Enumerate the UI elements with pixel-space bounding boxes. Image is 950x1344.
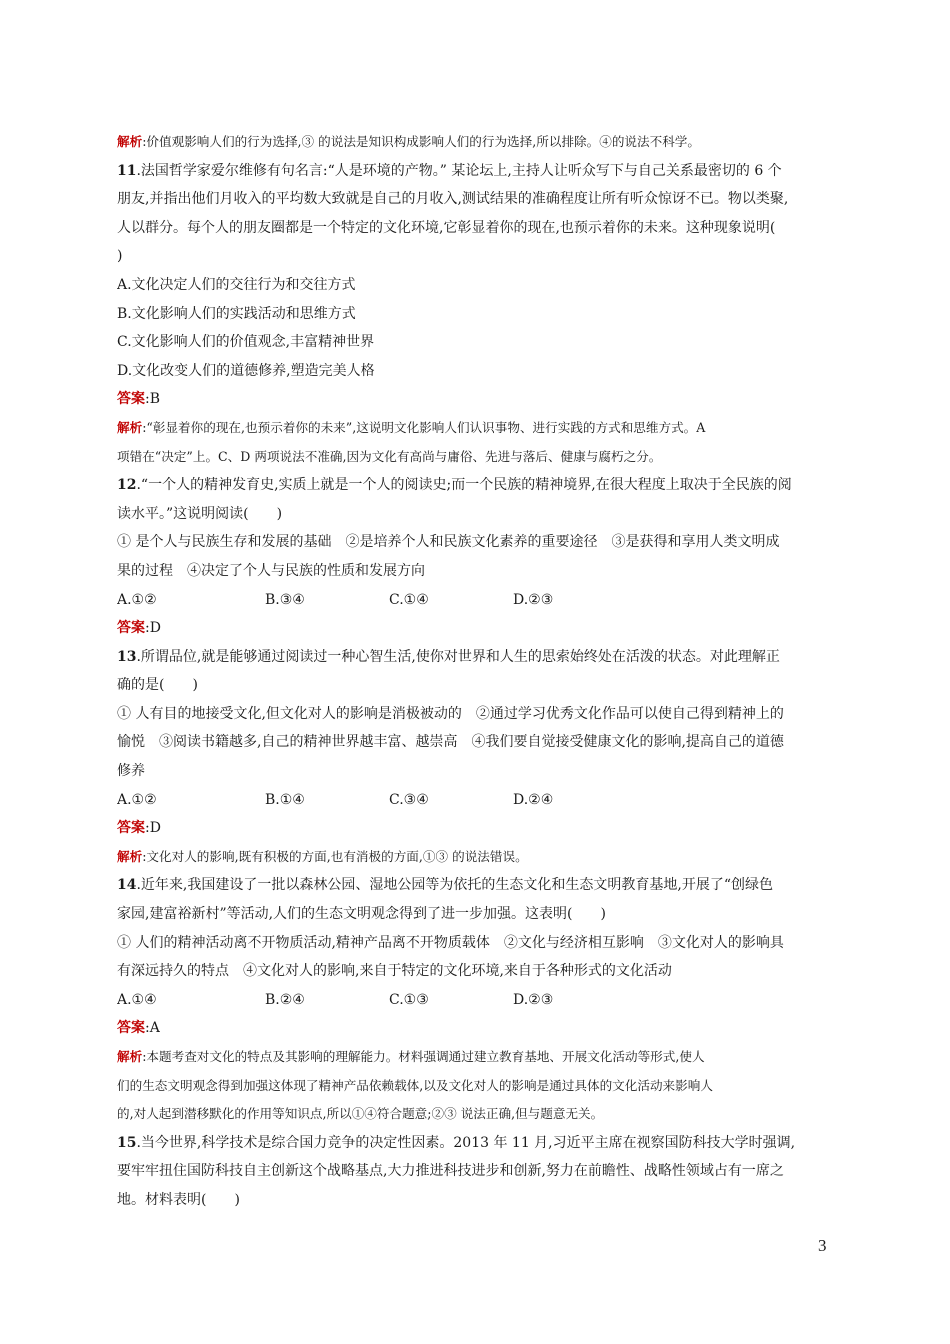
q13-option-a: A.①②	[117, 791, 157, 808]
q12-option-c: C.①④	[389, 591, 429, 608]
page-number: 3	[818, 1236, 827, 1255]
q12-options	[117, 586, 833, 615]
q12-stem-line-3: ① 是个人与民族生存和发展的基础 ②是培养个人和民族文化素养的重要途径 ③是获得和享用人类文明成	[117, 534, 780, 551]
q12-stem-line-4: 果的过程 ④决定了个人与民族的性质和发展方向	[117, 562, 425, 579]
q13-stem-line-5: 修养	[117, 763, 145, 780]
q14-explanation-line-3: 的,对人起到潜移默化的作用等知识点,所以①④符合题意;②③ 说法正确,但与题意无关。	[117, 1106, 604, 1122]
q11-stem-line-4: )	[117, 248, 123, 265]
q13-answer: 答案:D	[117, 820, 161, 837]
answer-label: 答案	[117, 1020, 145, 1037]
q12-stem-line-2: 读水平。”这说明阅读( )	[117, 505, 283, 522]
q13-stem-line-2: 确的是( )	[117, 677, 198, 694]
q14-number: 14	[117, 877, 137, 894]
q14-explanation-line-1: 解析:本题考查对文化的特点及其影响的理解能力。材料强调通过建立教育基地、开展文化活动等形式,使人	[117, 1049, 705, 1064]
q14-option-a: A.①④	[117, 991, 157, 1008]
q11-answer: 答案:B	[117, 391, 161, 408]
q11-option-d: D.文化改变人们的道德修养,塑造完美人格	[117, 362, 375, 379]
q14-stem-line-2: 家园,建富裕新村”等活动,人们的生态文明观念得到了进一步加强。这表明( )	[117, 906, 606, 923]
answer-label: 答案	[117, 391, 145, 408]
q14-stem-line-3: ① 人们的精神活动离不开物质活动,精神产品离不开物质载体 ②文化与经济相互影响 ③文化对人的影响具	[117, 934, 784, 951]
q13-stem-line-3: ① 人有目的地接受文化,但文化对人的影响是消极被动的 ②通过学习优秀文化作品可以使自己得到精神上的	[117, 705, 784, 722]
q15-stem-line-1: 15.当今世界,科学技术是综合国力竞争的决定性因素。2013 年 11 月,习近平主席在视察国防科技大学时强调,	[117, 1134, 796, 1151]
q11-number: 11	[117, 162, 137, 179]
explanation-label: 解析	[117, 419, 143, 435]
q11-stem-line-2: 朋友,并指出他们月收入的平均数大致就是自己的月收入,测试结果的准确程度让所有听众惊讶不已。物以类聚,	[117, 191, 789, 208]
q13-stem-line-1: 13.所谓品位,就是能够通过阅读过一种心智生活,使你对世界和人生的思索始终处在活泼的状态。对此理解正	[117, 648, 780, 665]
q14-option-b: B.②④	[265, 991, 305, 1008]
q13-option-d: D.②④	[513, 791, 554, 808]
q14-stem-line-1: 14.近年来,我国建设了一批以森林公园、湿地公园等为依托的生态文化和生态文明教育基地,开展了“创绿色	[117, 877, 773, 894]
q11-option-b: B.文化影响人们的实践活动和思维方式	[117, 305, 356, 322]
q12-option-b: B.③④	[265, 591, 305, 608]
q15-stem-line-2: 要牢牢扭住国防科技自主创新这个战略基点,大力推进科技进步和创新,努力在前瞻性、战略性领域占有一席之	[117, 1163, 784, 1180]
q13-number: 13	[117, 648, 137, 665]
q12-option-d: D.②③	[513, 591, 554, 608]
q14-answer: 答案:A	[117, 1020, 160, 1037]
explanation-label: 解析	[117, 134, 143, 149]
q14-option-d: D.②③	[513, 991, 554, 1008]
q14-stem-line-4: 有深远持久的特点 ④文化对人的影响,来自于特定的文化环境,来自于各种形式的文化活动	[117, 963, 672, 980]
explanation-label: 解析	[117, 1049, 143, 1064]
explanation-label: 解析	[117, 848, 143, 864]
q12-stem-line-1: 12.“一个人的精神发育史,实质上就是一个人的阅读史;而一个民族的精神境界,在很大程度上取决于全民族的阅	[117, 477, 792, 494]
answer-label: 答案	[117, 820, 145, 837]
q15-stem-line-3: 地。材料表明( )	[117, 1191, 240, 1208]
q11-stem-line-3: 人以群分。每个人的朋友圈都是一个特定的文化环境,它彰显着你的现在,也预示着你的未来。这种现象说明(	[117, 219, 776, 236]
q13-stem-line-4: 愉悦 ③阅读书籍越多,自己的精神世界越丰富、越崇高 ④我们要自觉接受健康文化的影响,提高自己的道德	[117, 734, 784, 751]
q14-explanation-line-2: 们的生态文明观念得到加强这体现了精神产品依赖载体,以及文化对人的影响是通过具体的文化活动来影响人	[117, 1077, 713, 1093]
q14-option-c: C.①③	[389, 991, 429, 1008]
q11-explanation-line-2: 项错在“决定”上。C、D 两项说法不准确,因为文化有高尚与庸俗、先进与落后、健康与腐朽之分。	[117, 448, 662, 464]
q14-options	[117, 986, 833, 1015]
q11-explanation-line-1: 解析:“彰显着你的现在,也预示着你的未来”,这说明文化影响人们认识事物、进行实践的方式和思维方式。A	[117, 419, 706, 435]
q13-option-c: C.③④	[389, 791, 429, 808]
q11-option-c: C.文化影响人们的价值观念,丰富精神世界	[117, 334, 375, 351]
q13-option-b: B.①④	[265, 791, 305, 808]
q12-answer: 答案:D	[117, 620, 161, 637]
q12-option-a: A.①②	[117, 591, 157, 608]
q10-explanation: 解析:价值观影响人们的行为选择,③ 的说法是知识构成影响人们的行为选择,所以排除。④的说法不科学。	[117, 134, 700, 149]
q13-explanation: 解析:文化对人的影响,既有积极的方面,也有消极的方面,①③ 的说法错误。	[117, 848, 528, 864]
q11-stem-line-1: 11.法国哲学家爱尔维修有句名言:“人是环境的产物。” 某论坛上,主持人让听众写下与自己关系最密切的 6 个	[117, 162, 782, 179]
document-body	[117, 128, 833, 1215]
q12-number: 12	[117, 477, 137, 494]
q13-options	[117, 786, 833, 815]
answer-label: 答案	[117, 620, 145, 637]
q11-option-a: A.文化决定人们的交往行为和交往方式	[117, 276, 356, 293]
q15-number: 15	[117, 1134, 137, 1151]
